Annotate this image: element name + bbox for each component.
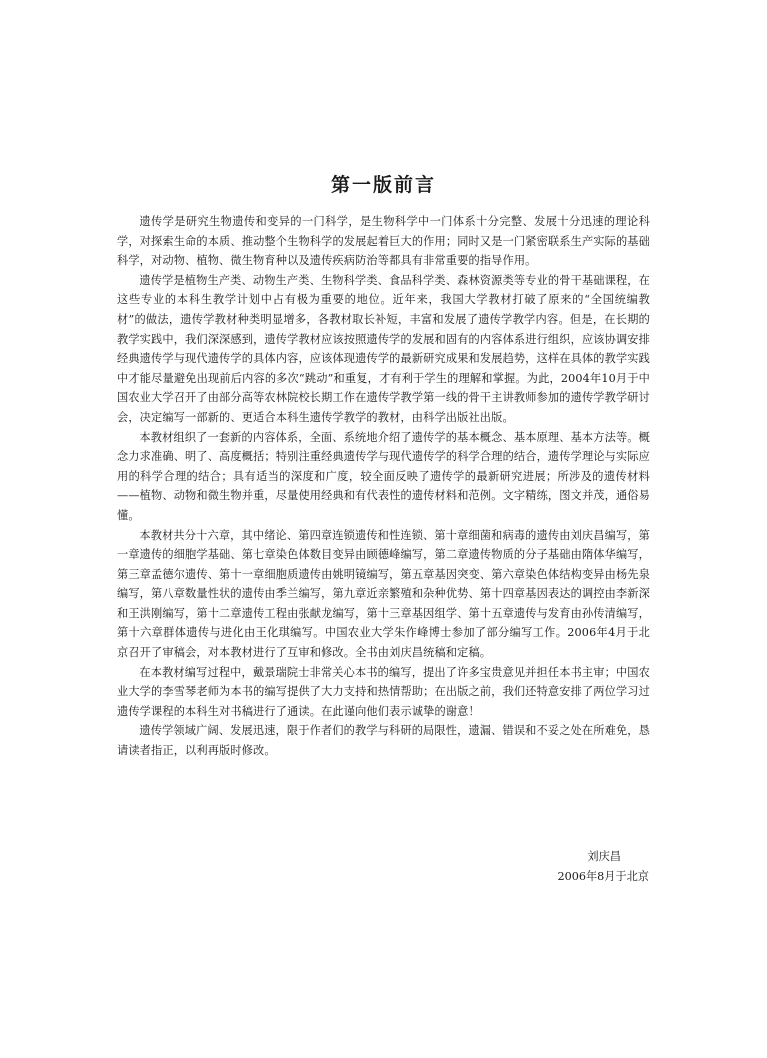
paragraph-features: 本教材组织了一套新的内容体系，全面、系统地介绍了遗传学的基本概念、基本原理、基本方法等。概念力求准确、明了、高度概括；特别注重经典遗传学与现代遗传学的科学合理的结合，遗传学理论与实际应用的科学合理的结合；具有适当的深度和广度，较全面反映了遗传学的最新研究进展；所涉及的遗传材料——植物、动物和微生物并重，尽量使用经典和有代表性的遗传材料和范例。文字精练，图文并茂，通俗易懂。 [117, 430, 650, 522]
page-title: 第一版前言 [330, 174, 436, 196]
paragraph-authors: 本教材共分十六章，其中绪论、第四章连锁遗传和性连锁、第十章细菌和病毒的遗传由刘庆昌编写，第一章遗传的细胞学基础、第七章染色体数目变异由顾德峰编写，第二章遗传物质的分子基础由隋体华编写，第三章孟德尔遗传、第十一章细胞质遗传由姚明镜编写，第五章基因突变、第六章染色体结构变异由杨先泉编写，第八章数量性状的遗传由季兰编写，第九章近亲繁殖和杂种优势、第十四章基因表达的调控由李新深和王洪刚编写，第十二章遗传工程由张献龙编写，第十三章基因组学、第十五章遗传与发育由孙传清编写，第十六章群体遗传与进化由王化琪编写。中国农业大学朱作峰博士参加了部分编写工作。2006年4月于北京召开了审稿会，对本教材进行了互审和修改。全书由刘庆昌统稿和定稿。 [117, 528, 650, 660]
paragraph-closing: 遗传学领域广阔、发展迅速，限于作者们的教学与科研的局限性，遗漏、错误和不妥之处在所难免，恳请读者指正，以利再版时修改。 [117, 724, 650, 758]
signature-block [557, 847, 649, 887]
preface-body [117, 212, 650, 761]
paragraph-intro: 遗传学是研究生物遗传和变异的一门科学，是生物科学中一门体系十分完整、发展十分迅速的理论科学，对探索生命的本质、推动整个生物科学的发展起着巨大的作用；同时又是一门紧密联系生产实际的基础科学，对动物、植物、微生物育种以及遗传疾病防治等都具有非常重要的指导作用。 [117, 215, 650, 268]
signature-author: 刘庆昌 [587, 850, 621, 863]
signature-date: 2006年8月于北京 [557, 870, 649, 883]
paragraph-acknowledgements: 在本教材编写过程中，戴景瑞院士非常关心本书的编写，提出了许多宝贵意见并担任本书主审；中国农业大学的李雪琴老师为本书的编写提供了大力支持和热情帮助；在出版之前，我们还特意安排了两位学习过遗传学课程的本科生对书稿进行了通读。在此谨向他们表示诚挚的谢意！ [117, 665, 650, 718]
paragraph-background: 遗传学是植物生产类、动物生产类、生物科学类、食品科学类、森林资源类等专业的骨干基础课程，在这些专业的本科生教学计划中占有极为重要的地位。近年来，我国大学教材打破了原来的“全国统编教材”的做法，遗传学教材种类明显增多，各教材取长补短，丰富和发展了遗传学教学内容。但是，在长期的教学实践中，我们深深感到，遗传学教材应该按照遗传学的发展和固有的内容体系进行组织，应该协调安排经典遗传学与现代遗传学的具体内容，应该体现遗传学的最新研究成果和发展趋势，这样在具体的教学实践中才能尽量避免出现前后内容的多次“跳动”和重复，才有利于学生的理解和掌握。为此，2004年10月于中国农业大学召开了由部分高等农林院校长期工作在遗传学教学第一线的骨干主讲教师参加的遗传学教学研讨会，决定编写一部新的、更适合本科生遗传学教学的教材，由科学出版社出版。 [117, 273, 650, 424]
